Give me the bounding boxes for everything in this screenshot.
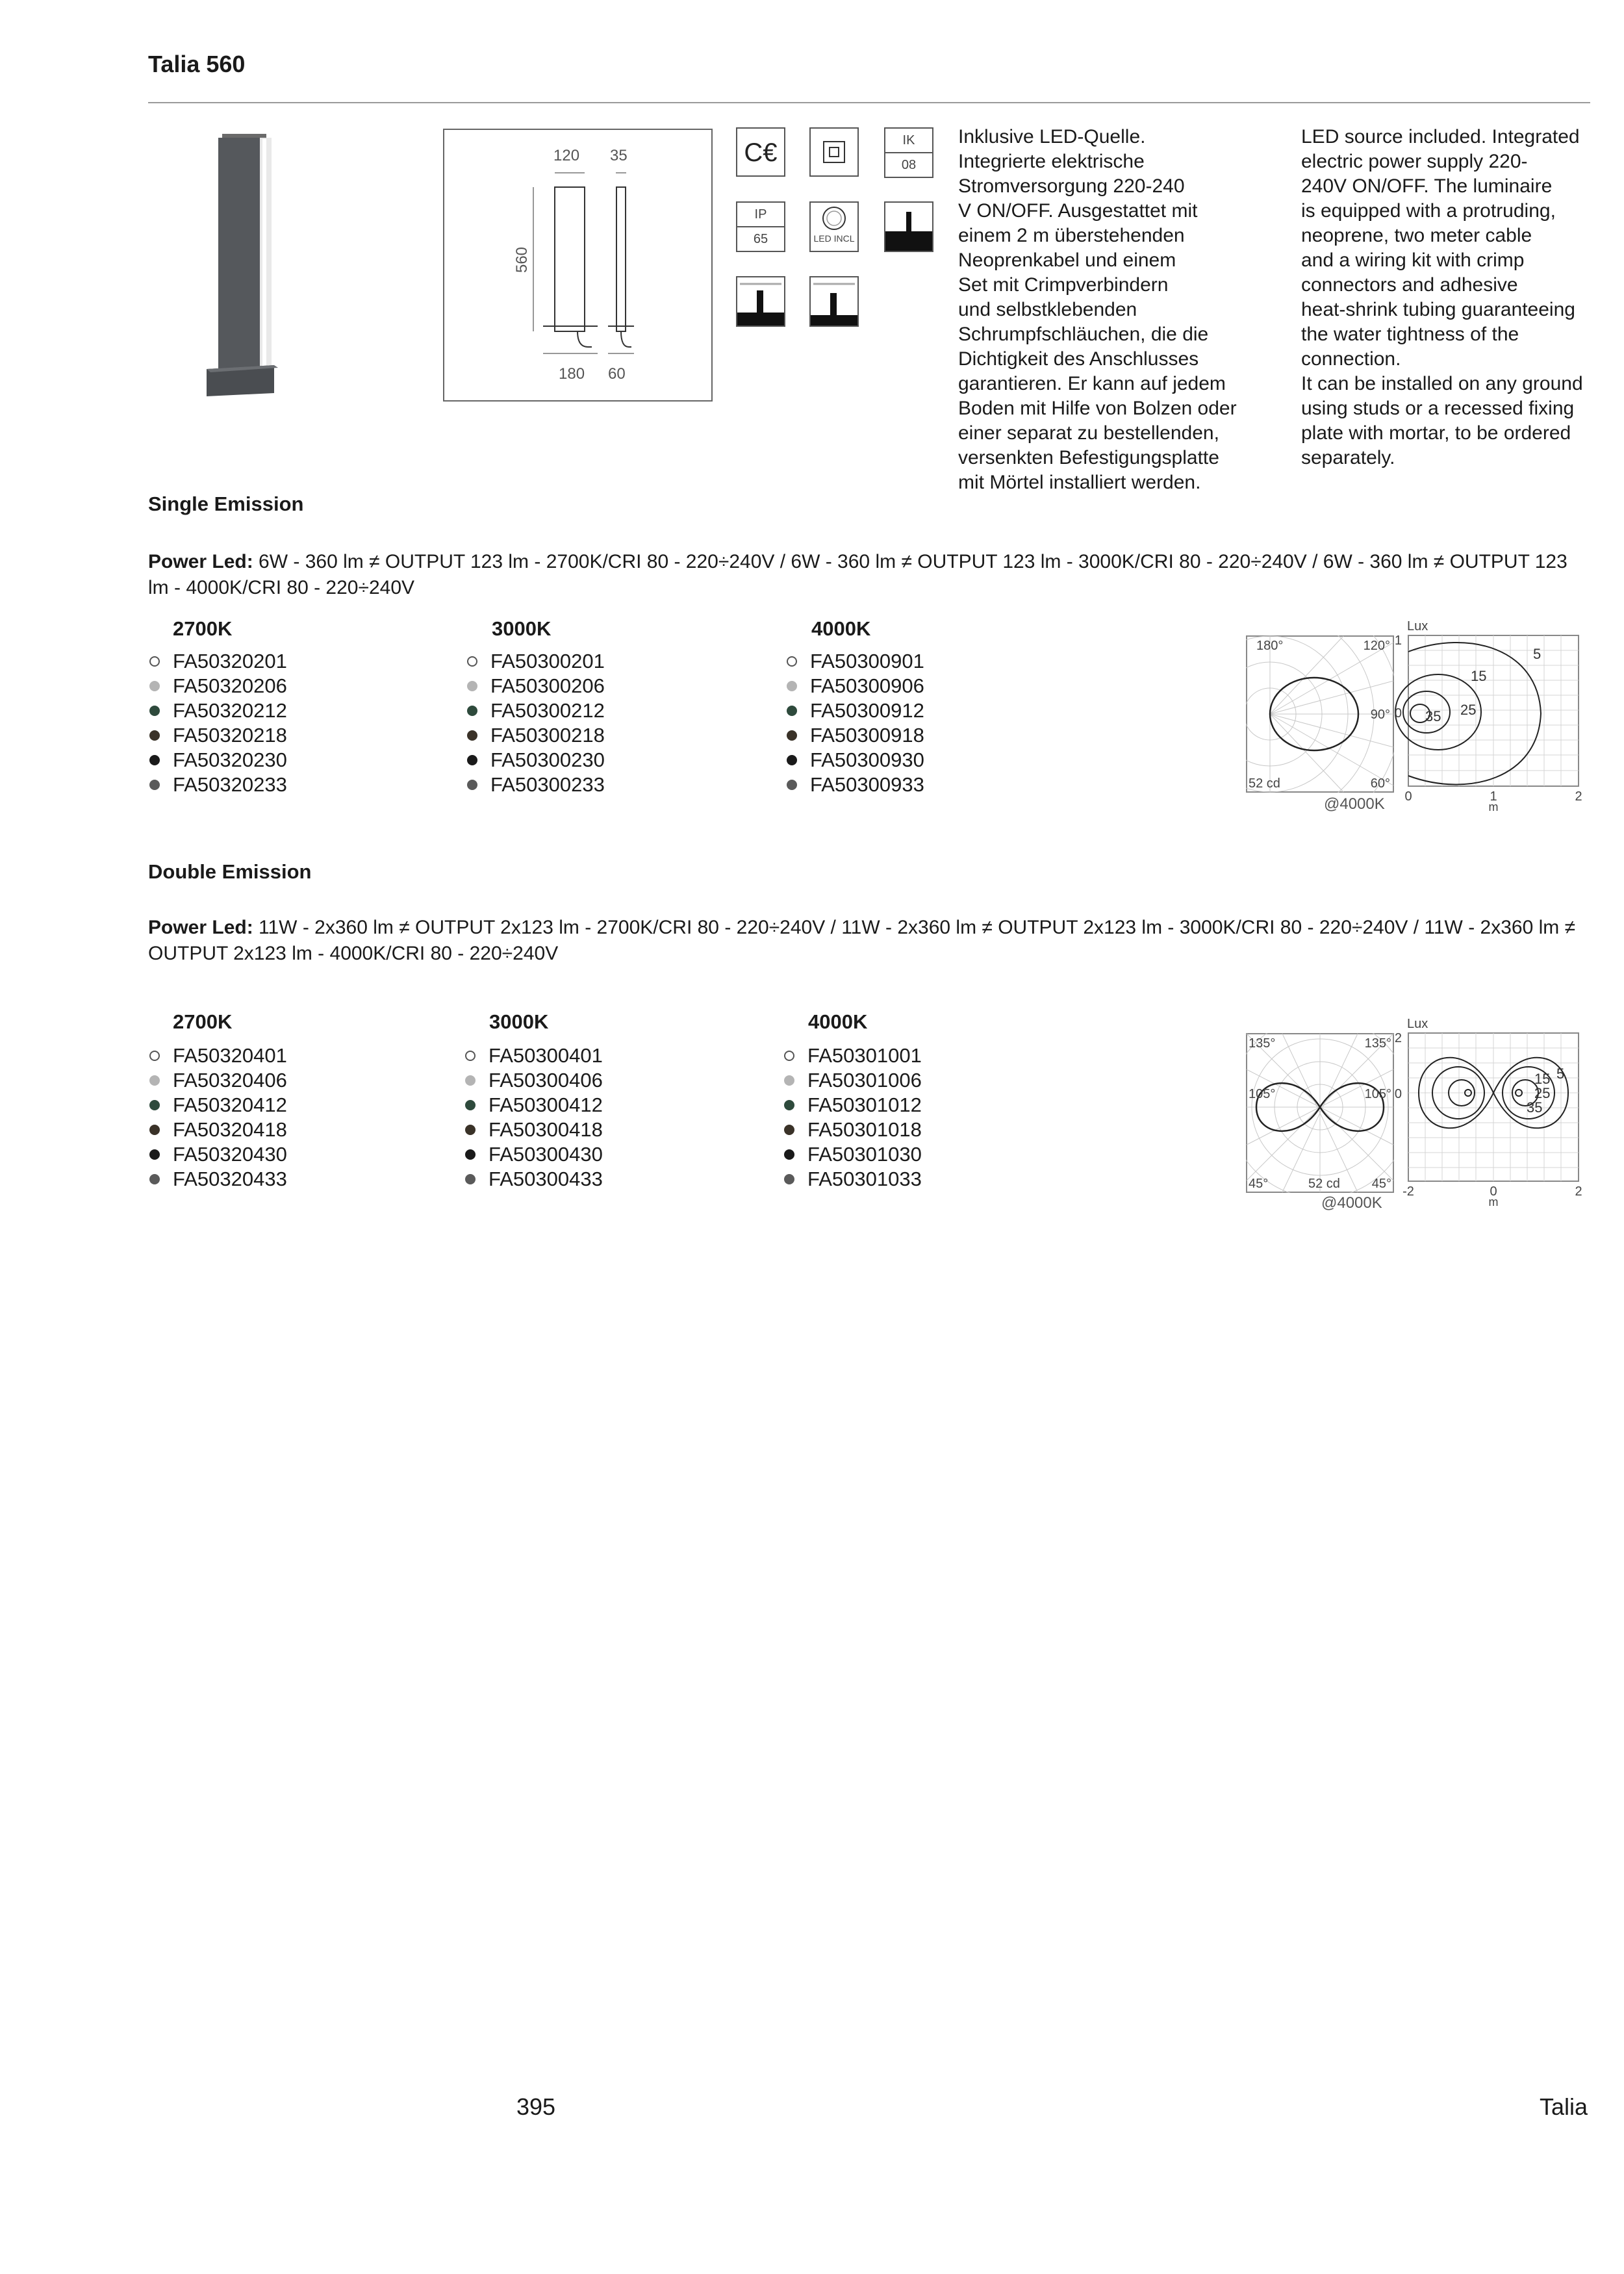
code-text: FA50300912 xyxy=(810,699,924,722)
code-text: FA50320401 xyxy=(173,1044,287,1067)
double-power-text: 11W - 2x360 lm ≠ OUTPUT 2x123 lm - 2700K/CRI 80 - 220÷240V / 11W - 2x360 lm ≠ OUTPUT 2x123 lm - 3000K/CRI 80 - 220÷240V / 11W - 2x360 lm ≠ OUTPUT 2x123 lm - 4000K/CRI 80 - 220÷240V xyxy=(148,917,1576,964)
finish-brown-swatch xyxy=(149,730,160,741)
finish-green-swatch xyxy=(784,1100,794,1110)
single-power-spec xyxy=(148,549,1577,601)
double-emission-heading: Double Emission xyxy=(148,860,312,883)
single-codes-3000k xyxy=(467,649,605,797)
dim-depth-label: 35 xyxy=(610,147,628,164)
finish-grey-swatch xyxy=(149,681,160,691)
polar-label: 60° xyxy=(1370,776,1390,791)
finish-black-swatch xyxy=(467,755,477,765)
dimension-drawing xyxy=(443,129,713,402)
code-text: FA50300201 xyxy=(490,650,605,672)
double-polar-diagram xyxy=(1246,1033,1394,1193)
code-text: FA50300933 xyxy=(810,773,924,796)
finish-brown-swatch xyxy=(467,730,477,741)
finish-anthracite-swatch xyxy=(467,780,477,790)
isoline-label: 15 xyxy=(1534,1071,1551,1087)
ip-label: IP xyxy=(737,203,784,227)
finish-grey-swatch xyxy=(784,1075,794,1086)
product-code xyxy=(149,1068,287,1093)
single-col-2700k-header: 2700K xyxy=(173,617,233,640)
product-code xyxy=(787,773,924,797)
product-code xyxy=(467,649,605,674)
lux-y-tick: 0 xyxy=(1394,1087,1402,1101)
double-codes-2700k xyxy=(149,1043,287,1192)
code-text: FA50320418 xyxy=(173,1118,287,1141)
product-code xyxy=(467,773,605,797)
svg-text:C€: C€ xyxy=(744,138,778,167)
product-code xyxy=(787,723,924,748)
product-code xyxy=(467,674,605,698)
lux-x-tick: 2 xyxy=(1575,789,1582,804)
single-power-text: 6W - 360 lm ≠ OUTPUT 123 lm - 2700K/CRI 80 - 220÷240V / 6W - 360 lm ≠ OUTPUT 123 lm - 3000K/CRI 80 - 220÷240V / 6W - 360 lm ≠ OUTPUT 123 lm - 4000K/CRI 80 - 220÷240V xyxy=(148,551,1567,598)
finish-anthracite-swatch xyxy=(784,1174,794,1184)
code-text: FA50320412 xyxy=(173,1093,287,1116)
code-text: FA50300906 xyxy=(810,674,924,697)
product-code xyxy=(784,1093,922,1118)
isoline-label: 35 xyxy=(1527,1099,1543,1116)
code-text: FA50300418 xyxy=(488,1118,603,1141)
lux-x-tick: 0 xyxy=(1404,789,1412,804)
finish-black-swatch xyxy=(465,1149,476,1160)
code-text: FA50300901 xyxy=(810,650,924,672)
code-text: FA50320233 xyxy=(173,773,287,796)
ik-value: 08 xyxy=(901,158,917,172)
isoline-label: 35 xyxy=(1425,708,1441,724)
finish-green-swatch xyxy=(467,706,477,716)
code-text: FA50301030 xyxy=(807,1143,922,1166)
single-codes-2700k xyxy=(149,649,287,797)
product-code xyxy=(784,1118,922,1142)
product-code xyxy=(465,1068,603,1093)
dim-height-label: 560 xyxy=(513,246,531,274)
polar-label: 120° xyxy=(1363,639,1390,653)
product-code xyxy=(787,649,924,674)
finish-anthracite-swatch xyxy=(149,780,160,790)
dim-base-width-label: 180 xyxy=(559,365,585,383)
lux-y-tick: 1 xyxy=(1394,633,1402,648)
code-text: FA50300233 xyxy=(490,773,605,796)
single-col-4000k-header: 4000K xyxy=(811,617,871,640)
code-text: FA50300218 xyxy=(490,724,605,747)
isoline-label: 25 xyxy=(1460,702,1477,718)
code-text: FA50320406 xyxy=(173,1069,287,1092)
double-col-2700k-header: 2700K xyxy=(173,1010,233,1033)
lux-x-tick: 1 xyxy=(1490,789,1497,804)
finish-green-swatch xyxy=(465,1100,476,1110)
code-text: FA50301001 xyxy=(807,1044,922,1067)
page-number: 395 xyxy=(516,2093,556,2120)
ground-install-icon xyxy=(884,201,933,252)
finish-white-swatch xyxy=(465,1051,476,1061)
polar-label: 90° xyxy=(1370,708,1390,722)
single-power-label: Power Led: xyxy=(148,551,253,572)
finish-black-swatch xyxy=(149,755,160,765)
finish-white-swatch xyxy=(467,656,477,667)
code-text: FA50301018 xyxy=(807,1118,922,1141)
product-code xyxy=(465,1043,603,1068)
title-divider xyxy=(148,102,1590,103)
code-text: FA50320433 xyxy=(173,1168,287,1190)
code-text: FA50300412 xyxy=(488,1093,603,1116)
double-col-3000k-header: 3000K xyxy=(489,1010,549,1033)
ik-label: IK xyxy=(885,129,932,153)
double-power-label: Power Led: xyxy=(148,917,253,938)
product-code xyxy=(149,1142,287,1167)
product-code xyxy=(149,1093,287,1118)
finish-grey-swatch xyxy=(465,1075,476,1086)
code-text: FA50320218 xyxy=(173,724,287,747)
single-codes-4000k xyxy=(787,649,924,797)
lux-axis-unit: m xyxy=(1488,800,1499,811)
dim-width-label: 120 xyxy=(553,147,580,164)
double-codes-3000k xyxy=(465,1043,603,1192)
code-text: FA50301012 xyxy=(807,1093,922,1116)
finish-grey-swatch xyxy=(787,681,797,691)
product-code xyxy=(465,1118,603,1142)
finish-green-swatch xyxy=(149,706,160,716)
product-code xyxy=(465,1142,603,1167)
product-code xyxy=(149,698,287,723)
lux-x-tick: 0 xyxy=(1490,1184,1497,1199)
lux-unit-label: Lux xyxy=(1407,1017,1428,1031)
product-code xyxy=(467,748,605,773)
polar-label: 52 cd xyxy=(1249,776,1280,791)
lux-x-tick: -2 xyxy=(1402,1184,1414,1199)
product-code xyxy=(149,674,287,698)
finish-white-swatch xyxy=(787,656,797,667)
finish-green-swatch xyxy=(787,706,797,716)
product-code xyxy=(149,723,287,748)
polar-label: 135° xyxy=(1364,1036,1391,1051)
code-text: FA50300930 xyxy=(810,748,924,771)
finish-white-swatch xyxy=(149,656,160,667)
product-code xyxy=(784,1167,922,1192)
code-text: FA50300206 xyxy=(490,674,605,697)
product-code xyxy=(787,748,924,773)
product-code xyxy=(784,1142,922,1167)
isoline-label: 15 xyxy=(1471,668,1487,684)
product-code xyxy=(787,698,924,723)
polar-label: 45° xyxy=(1371,1177,1391,1191)
class-ii-icon xyxy=(809,127,859,177)
product-code xyxy=(784,1043,922,1068)
code-text: FA50320230 xyxy=(173,748,287,771)
finish-white-swatch xyxy=(149,1051,160,1061)
polar-label: 45° xyxy=(1249,1177,1269,1191)
ce-mark-icon xyxy=(736,127,785,177)
double-lux-diagram xyxy=(1390,1014,1593,1208)
finish-black-swatch xyxy=(149,1149,160,1160)
isoline-label: 5 xyxy=(1556,1066,1565,1082)
product-code xyxy=(149,649,287,674)
code-text: FA50301006 xyxy=(807,1069,922,1092)
product-code xyxy=(149,1167,287,1192)
polar-label: 135° xyxy=(1249,1036,1276,1051)
code-text: FA50301033 xyxy=(807,1168,922,1190)
product-photo xyxy=(195,130,292,403)
code-text: FA50300401 xyxy=(488,1044,603,1067)
ik-rating-icon xyxy=(884,127,933,178)
finish-brown-swatch xyxy=(784,1125,794,1135)
finish-grey-swatch xyxy=(149,1075,160,1086)
page-title: Talia 560 xyxy=(148,51,246,77)
single-col-3000k-header: 3000K xyxy=(492,617,552,640)
ip-value: 65 xyxy=(753,232,768,246)
code-text: FA50320206 xyxy=(173,674,287,697)
led-incl-label: LED INCL xyxy=(813,233,855,244)
dim-base-depth-label: 60 xyxy=(608,365,626,383)
polar-label: 105° xyxy=(1364,1087,1391,1101)
product-code xyxy=(465,1167,603,1192)
finish-brown-swatch xyxy=(149,1125,160,1135)
dimension-drawing-lines xyxy=(444,130,711,400)
product-code xyxy=(465,1093,603,1118)
finish-black-swatch xyxy=(784,1149,794,1160)
lux-axis-unit: m xyxy=(1488,1195,1499,1208)
code-text: FA50300430 xyxy=(488,1143,603,1166)
finish-brown-swatch xyxy=(465,1125,476,1135)
finish-black-swatch xyxy=(787,755,797,765)
recessed-plate-icon xyxy=(809,276,859,327)
product-code xyxy=(149,1043,287,1068)
single-lux-diagram xyxy=(1390,616,1593,811)
polar-label: 52 cd xyxy=(1308,1177,1340,1191)
code-text: FA50300212 xyxy=(490,699,605,722)
ground-anchor-icon xyxy=(736,276,785,327)
double-power-spec xyxy=(148,915,1577,967)
lux-y-tick: 0 xyxy=(1394,706,1402,721)
code-text: FA50300918 xyxy=(810,724,924,747)
ip-rating-icon xyxy=(736,201,785,252)
code-text: FA50320201 xyxy=(173,650,287,672)
single-polar-diagram xyxy=(1246,635,1394,793)
product-code xyxy=(467,698,605,723)
finish-green-swatch xyxy=(149,1100,160,1110)
code-text: FA50320212 xyxy=(173,699,287,722)
polar-label: 180° xyxy=(1256,639,1284,653)
code-text: FA50300433 xyxy=(488,1168,603,1190)
finish-grey-swatch xyxy=(467,681,477,691)
led-incl-icon xyxy=(809,201,859,252)
finish-anthracite-swatch xyxy=(787,780,797,790)
polar-label: 105° xyxy=(1249,1087,1276,1101)
finish-anthracite-swatch xyxy=(465,1174,476,1184)
isoline-label: 5 xyxy=(1533,646,1542,662)
description-german: Inklusive LED-Quelle. Integrierte elektrische Stromversorgung 220-240 V ON/OFF. Ausgestattet mit einem 2 m überstehenden Neoprenkabel und einem Set mit Crimpverbindern und selbstklebenden Schrumpfschläuchen, die die Dichtigkeit des Anschlusses garantieren. Er kann auf jedem Boden mit Hilfe von Bolzen oder einer separat zu bestellenden, versenkten Befestigungsplatte mit Mörtel installiert werden. xyxy=(958,126,1237,493)
single-emission-heading: Single Emission xyxy=(148,492,304,515)
isoline-label: 25 xyxy=(1534,1085,1551,1101)
description-english: LED source included. Integrated electric power supply 220- 240V ON/OFF. The luminaire is equipped with a protruding, neoprene, two meter cable and a wiring kit with crimp connectors and adhesive heat-shrink tubing guaranteeing the water tightness of the connection. It can be installed on any ground using studs or a recessed fixing plate with mortar, to be ordered separately. xyxy=(1301,126,1583,468)
product-code xyxy=(784,1068,922,1093)
finish-white-swatch xyxy=(784,1051,794,1061)
double-col-4000k-header: 4000K xyxy=(808,1010,868,1033)
product-code xyxy=(149,1118,287,1142)
product-family-name: Talia xyxy=(1540,2093,1588,2120)
finish-brown-swatch xyxy=(787,730,797,741)
product-code xyxy=(149,773,287,797)
product-code xyxy=(149,748,287,773)
code-text: FA50300406 xyxy=(488,1069,603,1092)
lux-y-tick: 2 xyxy=(1394,1031,1402,1045)
finish-anthracite-swatch xyxy=(149,1174,160,1184)
single-polar-caption: @4000K xyxy=(1324,795,1385,813)
lux-unit-label: Lux xyxy=(1407,619,1428,633)
product-code xyxy=(787,674,924,698)
product-code xyxy=(467,723,605,748)
lux-x-tick: 2 xyxy=(1575,1184,1582,1199)
code-text: FA50320430 xyxy=(173,1143,287,1166)
double-polar-caption: @4000K xyxy=(1321,1194,1382,1212)
code-text: FA50300230 xyxy=(490,748,605,771)
double-codes-4000k xyxy=(784,1043,922,1192)
